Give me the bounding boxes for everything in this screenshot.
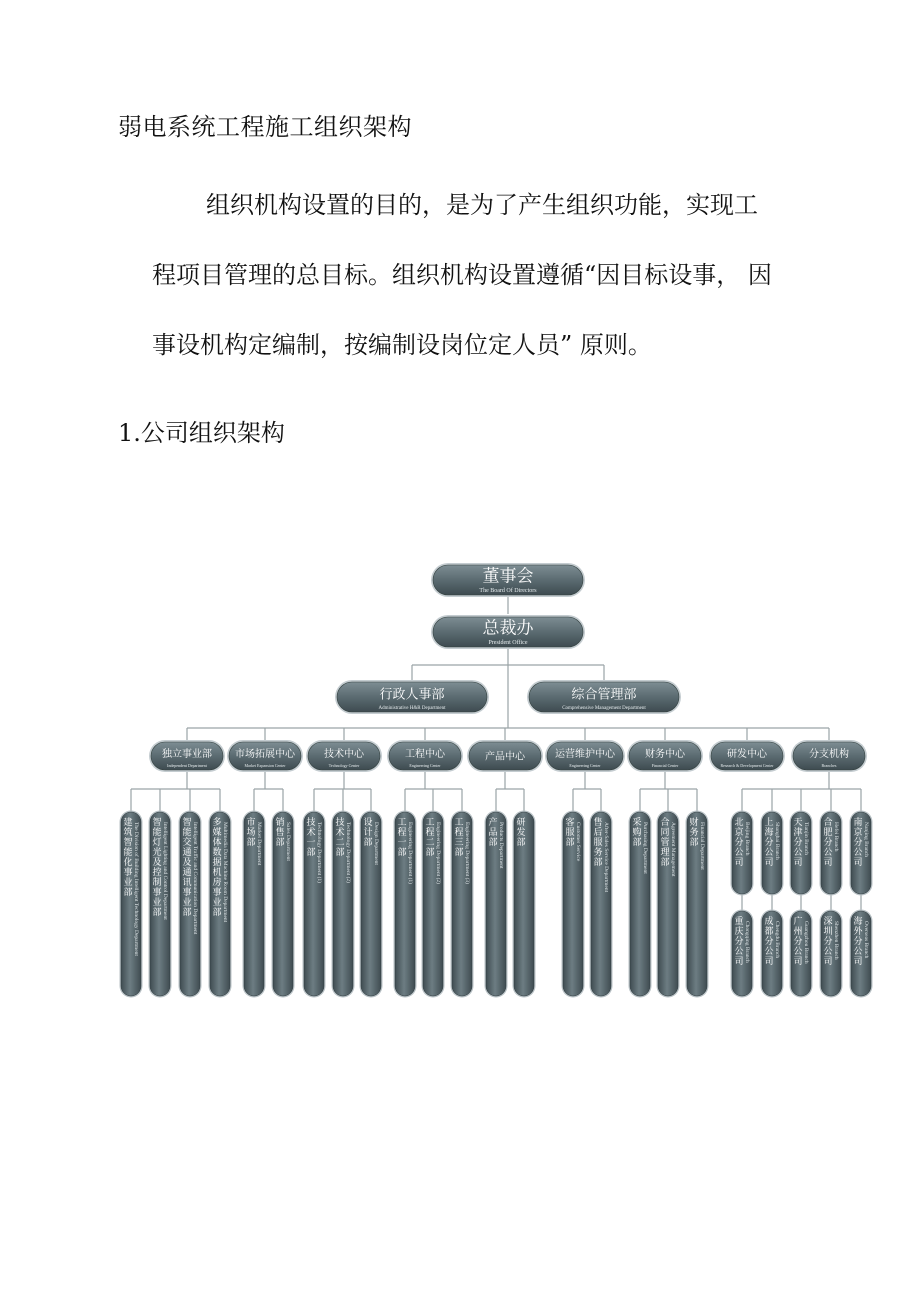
node-branch-bottom-4-sublabel: Overseas Branch: [863, 921, 869, 959]
node-branch-bottom-4-char: 司: [853, 957, 863, 967]
node-branch-top-3-char: 公: [823, 848, 833, 858]
org-nodes: [120, 563, 873, 998]
node-dept-0-2-char: 及: [182, 858, 192, 868]
node-dept-0-1-char: 光: [152, 848, 162, 858]
node-board-label: 董事会: [482, 566, 534, 587]
node-center-5-sublabel: Engineering Center: [569, 763, 601, 768]
node-dept-1-1-sublabel: Sales Department: [285, 822, 291, 861]
node-dept-4-1: [513, 811, 536, 998]
node-branch-bottom-1-char: 成: [764, 917, 774, 927]
node-dept-2-0-sublabel: Technology Department (1): [316, 822, 322, 884]
node-dept-6-0-sublabel: Purchasing Department: [642, 822, 648, 874]
node-dept-0-1-char: 部: [152, 908, 162, 918]
node-branch-top-3-char: 合: [823, 818, 833, 828]
node-dept-0-0-char: 化: [123, 858, 133, 868]
section-title: 1.公司组织架构: [118, 419, 285, 447]
node-dept-0-3-char: 业: [212, 898, 222, 908]
node-dept-3-0-char: 部: [397, 848, 407, 858]
node-branch-top-1-char: 分: [764, 838, 774, 848]
node-branch-bottom-0-char: 庆: [734, 927, 744, 937]
node-center-1-label: 市场拓展中心: [235, 749, 295, 760]
node-branch-bottom-3-char: 分: [823, 937, 833, 947]
node-dept-0-2: [179, 811, 202, 998]
node-dept-0-0-char: 建: [123, 818, 133, 828]
node-dept-3-2: [451, 811, 474, 998]
node-dept-1-0-char: 部: [246, 838, 256, 848]
node-center-2-sublabel: Technology Center: [328, 763, 360, 768]
node-dept-3-2-char: 三: [454, 838, 464, 848]
node-branch-bottom-1-sublabel: Chengdu Branch: [774, 921, 780, 959]
node-branch-top-3-sublabel: Hefei Branch: [833, 822, 839, 852]
node-center-1-sublabel: Market Expansion Center: [244, 763, 286, 768]
node-dept-2-1-char: 术: [335, 828, 345, 838]
node-dept-3-1: [422, 811, 445, 998]
node-dept-2-0-char: 技: [306, 818, 316, 828]
node-dept-4-0-char: 品: [488, 828, 498, 838]
node-branch-bottom-4-char: 海: [853, 917, 863, 927]
node-branch-top-2-char: 司: [793, 858, 803, 868]
node-branch-bottom-4-char: 分: [853, 937, 863, 947]
node-dept-4-0-char: 部: [488, 838, 498, 848]
node-dept-5-1-sublabel: After-Sales Service Department: [603, 822, 609, 893]
node-dept-5-1-char: 售: [593, 818, 603, 828]
node-branch-bottom-1-char: 分: [764, 937, 774, 947]
node-branch-top-1: [761, 811, 784, 896]
node-president-office-sublabel: President Office: [488, 640, 528, 646]
node-dept-4-1-char: 研: [516, 818, 526, 828]
node-center-0-sublabel: Independent Department: [167, 763, 207, 768]
node-dept-3-0: [394, 811, 417, 998]
node-dept-2-1-char: 二: [335, 838, 345, 848]
node-dept-0-3-char: 机: [212, 868, 222, 878]
node-level2-0-sublabel: Administrative H&R Department: [378, 706, 446, 711]
node-branch-bottom-3-char: 公: [823, 947, 833, 957]
node-branch-bottom-0: [731, 910, 754, 998]
node-dept-0-3-char: 房: [212, 878, 222, 888]
node-dept-0-1-char: 控: [152, 868, 162, 878]
node-branch-top-1-char: 司: [764, 858, 774, 868]
node-dept-3-2-char: 部: [454, 848, 464, 858]
node-dept-0-2-sublabel: Intelligent Traffic and Communication Department: [192, 822, 198, 935]
node-dept-0-0-char: 业: [123, 878, 133, 888]
node-dept-4-0-sublabel: Products Department: [498, 822, 504, 869]
node-dept-5-0-char: 服: [565, 828, 575, 838]
node-center-7-label: 研发中心: [727, 749, 767, 760]
node-dept-0-3-char: 数: [212, 848, 222, 858]
node-dept-6-2-char: 务: [689, 828, 699, 838]
node-dept-2-2-sublabel: Design Department: [373, 822, 379, 865]
node-branch-bottom-0-char: 司: [734, 957, 744, 967]
node-dept-3-2-char: 工: [454, 818, 464, 828]
node-center-8: [791, 740, 867, 772]
node-branch-top-2-char: 天: [793, 818, 803, 828]
node-branch-top-4-char: 南: [853, 818, 863, 828]
node-dept-5-1-char: 后: [593, 828, 603, 838]
node-dept-0-3-char: 体: [212, 838, 222, 848]
node-center-1: [227, 740, 303, 772]
node-dept-1-1-char: 销: [275, 818, 285, 828]
node-dept-1-1-char: 售: [275, 828, 285, 838]
node-branch-bottom-1-char: 公: [764, 947, 774, 957]
node-dept-6-1: [657, 811, 680, 998]
node-branch-top-2-char: 分: [793, 838, 803, 848]
node-branch-bottom-0-char: 重: [734, 917, 744, 927]
node-level2-0: [335, 680, 489, 714]
node-branch-bottom-1-char: 都: [764, 927, 774, 937]
node-center-8-label: 分支机构: [809, 749, 849, 760]
node-dept-3-2-char: 程: [454, 828, 464, 838]
node-branch-bottom-2: [790, 910, 813, 998]
node-branch-top-2-char: 津: [793, 828, 803, 838]
node-branch-top-1-sublabel: Shanghai Branch: [774, 822, 780, 860]
node-dept-6-2: [686, 811, 709, 998]
node-dept-3-1-char: 工: [425, 818, 435, 828]
node-dept-3-0-char: 一: [397, 838, 407, 848]
node-branch-bottom-4: [850, 910, 873, 998]
node-branch-top-4-sublabel: Nanjing Branch: [863, 822, 869, 857]
node-dept-3-2-sublabel: Engineering Department (3): [464, 822, 470, 885]
node-branch-top-0-char: 司: [734, 858, 744, 868]
paragraph-line: 程项目管理的总目标。组织机构设置遵循“因目标设事， 因: [152, 261, 772, 289]
node-dept-3-0-char: 程: [397, 828, 407, 838]
node-branch-top-2-sublabel: Tianjin Branch: [803, 822, 809, 855]
node-dept-1-0-char: 场: [246, 828, 256, 838]
node-dept-0-3-char: 多: [212, 818, 222, 828]
node-dept-0-3-char: 部: [212, 908, 222, 918]
node-dept-1-0: [243, 811, 266, 998]
node-dept-0-1-char: 智: [152, 818, 162, 828]
node-dept-3-1-char: 部: [425, 848, 435, 858]
node-dept-4-1-char: 发: [516, 828, 526, 838]
node-dept-3-0-sublabel: Engineering Department (1): [407, 822, 413, 885]
node-branch-bottom-3-sublabel: Shenzhen Branch: [833, 921, 839, 960]
node-dept-2-1: [332, 811, 355, 998]
node-dept-0-3-sublabel: Multimedia Data Machine Room Department: [222, 822, 228, 923]
node-dept-6-0-char: 部: [632, 838, 642, 848]
node-dept-0-2-char: 部: [182, 908, 192, 918]
node-dept-5-0-char: 客: [565, 818, 575, 828]
node-branch-top-2: [790, 811, 813, 896]
node-board: [431, 563, 585, 597]
node-branch-top-3-char: 肥: [823, 828, 833, 838]
node-dept-0-3-char: 媒: [212, 828, 222, 838]
node-dept-6-1-char: 同: [660, 828, 670, 838]
node-branch-top-4: [850, 811, 873, 896]
node-branch-top-4-char: 公: [853, 848, 863, 858]
node-dept-0-3-char: 事: [212, 888, 222, 898]
node-dept-6-0-char: 采: [632, 818, 642, 828]
node-dept-6-2-char: 财: [689, 818, 699, 828]
node-branch-bottom-2-char: 公: [793, 947, 803, 957]
node-president-office: [431, 615, 585, 649]
node-dept-0-1-char: 能: [152, 828, 162, 838]
node-dept-2-0-char: 术: [306, 828, 316, 838]
node-dept-0-2-char: 交: [182, 838, 192, 848]
node-branch-bottom-3: [820, 910, 843, 998]
node-branch-top-0-char: 北: [734, 818, 744, 828]
node-level2-0-label: 行政人事部: [379, 687, 445, 703]
node-branch-top-3: [820, 811, 843, 896]
node-dept-0-2-char: 通: [182, 868, 192, 878]
node-branch-bottom-0-char: 分: [734, 937, 744, 947]
node-branch-top-1-char: 海: [764, 828, 774, 838]
node-branch-bottom-2-char: 司: [793, 957, 803, 967]
node-dept-5-1: [590, 811, 613, 998]
node-dept-3-1-char: 二: [425, 838, 435, 848]
node-branch-bottom-3-char: 圳: [823, 927, 833, 937]
node-dept-1-0-sublabel: Market Department: [256, 822, 262, 866]
node-branch-top-1-char: 上: [764, 818, 774, 828]
node-dept-5-0-char: 部: [565, 838, 575, 848]
node-branch-bottom-0-sublabel: Chongqing Branch: [744, 921, 750, 963]
node-dept-0-2-char: 能: [182, 828, 192, 838]
node-dept-6-1-char: 部: [660, 858, 670, 868]
node-branch-bottom-2-sublabel: Guangzhou Branch: [803, 921, 809, 964]
node-center-6-sublabel: Financial Center: [651, 763, 679, 768]
node-dept-6-1-char: 管: [660, 838, 670, 848]
node-dept-0-1-sublabel: Intelligent Lighting and Control Department: [162, 822, 168, 920]
node-dept-0-1-char: 灯: [152, 838, 162, 848]
node-branch-bottom-2-char: 分: [793, 937, 803, 947]
node-dept-6-1-char: 合: [660, 818, 670, 828]
node-branch-top-0-char: 分: [734, 838, 744, 848]
node-dept-1-0-char: 市: [246, 818, 256, 828]
node-center-0: [149, 740, 225, 772]
node-dept-5-0-sublabel: Customer Service: [575, 822, 581, 862]
node-branch-top-4-char: 司: [853, 858, 863, 868]
node-center-5: [545, 740, 625, 772]
node-dept-0-1-char: 制: [152, 878, 162, 888]
node-dept-6-0-char: 购: [632, 828, 642, 838]
node-center-3-label: 工程中心: [405, 749, 445, 760]
node-dept-0-0-char: 智: [123, 838, 133, 848]
node-level2-1-sublabel: Comprehensive Management Department: [562, 706, 646, 711]
node-dept-3-0-char: 工: [397, 818, 407, 828]
node-dept-2-1-char: 部: [335, 848, 345, 858]
node-board-sublabel: The Board Of Directors: [479, 588, 537, 594]
node-dept-0-3-char: 据: [212, 858, 222, 868]
paragraph-line: 组织机构设置的目的，是为了产生组织功能，实现工: [206, 191, 758, 219]
node-branch-top-4-char: 京: [853, 828, 863, 838]
node-branch-top-1-char: 公: [764, 848, 774, 858]
node-dept-0-1-char: 及: [152, 858, 162, 868]
node-center-0-label: 独立事业部: [162, 749, 212, 760]
node-branch-top-3-char: 分: [823, 838, 833, 848]
node-dept-1-1: [272, 811, 295, 998]
node-level2-1: [527, 680, 681, 714]
node-branch-top-0-sublabel: Beijing Branch: [744, 822, 750, 856]
node-center-6: [627, 740, 703, 772]
node-level2-1-label: 综合管理部: [571, 687, 637, 703]
node-dept-5-1-char: 服: [593, 838, 603, 848]
node-dept-1-1-char: 部: [275, 838, 285, 848]
node-dept-2-2-char: 计: [363, 828, 373, 838]
node-dept-5-0: [562, 811, 585, 998]
node-branch-bottom-3-char: 深: [823, 917, 833, 927]
node-dept-0-3: [209, 811, 232, 998]
node-dept-0-0-char: 筑: [123, 828, 133, 838]
paragraph-line: 事设机构定编制，按编制设岗位定人员” 原则。: [152, 331, 652, 359]
node-dept-2-1-sublabel: Technology Department (2): [345, 822, 351, 884]
node-dept-2-2-char: 设: [363, 818, 373, 828]
node-dept-0-2-char: 业: [182, 898, 192, 908]
node-dept-6-2-sublabel: Financial Department: [699, 822, 705, 870]
node-dept-0-2-char: 讯: [182, 878, 192, 888]
node-dept-2-2: [360, 811, 383, 998]
node-dept-6-1-sublabel: Agreement Management: [670, 822, 676, 877]
node-dept-0-2-char: 通: [182, 848, 192, 858]
node-dept-6-0: [629, 811, 652, 998]
node-branch-top-0: [731, 811, 754, 896]
node-branch-bottom-3-char: 司: [823, 957, 833, 967]
node-dept-0-0: [120, 811, 143, 998]
node-branch-top-2-char: 公: [793, 848, 803, 858]
node-center-7-sublabel: Research & Development Center: [720, 763, 774, 768]
node-dept-5-1-char: 部: [593, 858, 603, 868]
node-dept-6-2-char: 部: [689, 838, 699, 848]
node-dept-2-0-char: 一: [306, 838, 316, 848]
node-center-7: [709, 740, 785, 772]
node-branch-bottom-0-char: 公: [734, 947, 744, 957]
node-branch-top-0-char: 京: [734, 828, 744, 838]
node-center-5-label: 运营维护中心: [555, 749, 615, 760]
node-center-2-label: 技术中心: [324, 749, 364, 760]
node-dept-4-0: [485, 811, 508, 998]
node-dept-4-1-char: 部: [516, 838, 526, 848]
node-center-3: [387, 740, 463, 772]
node-dept-2-2-char: 部: [363, 838, 373, 848]
node-dept-2-0: [303, 811, 326, 998]
node-branch-bottom-4-char: 公: [853, 947, 863, 957]
node-branch-bottom-2-char: 广: [793, 917, 803, 927]
node-center-6-label: 财务中心: [645, 749, 685, 760]
node-branch-bottom-4-char: 外: [853, 927, 863, 937]
node-center-2: [306, 740, 382, 772]
node-dept-0-1-char: 业: [152, 898, 162, 908]
node-dept-0-1-char: 事: [152, 888, 162, 898]
node-dept-2-0-char: 部: [306, 848, 316, 858]
node-president-office-label: 总裁办: [482, 618, 534, 639]
node-dept-4-0-char: 产: [488, 818, 498, 828]
node-dept-3-1-sublabel: Engineering Department (2): [435, 822, 441, 885]
node-branch-top-3-char: 司: [823, 858, 833, 868]
node-center-8-sublabel: Branches: [821, 763, 837, 768]
node-dept-0-0-char: 部: [123, 888, 133, 898]
node-dept-0-0-char: 能: [123, 848, 133, 858]
node-dept-0-1: [149, 811, 172, 998]
node-branch-top-4-char: 分: [853, 838, 863, 848]
node-dept-5-1-char: 务: [593, 848, 603, 858]
node-branch-bottom-1: [761, 910, 784, 998]
node-dept-0-2-char: 事: [182, 888, 192, 898]
node-dept-2-1-char: 技: [335, 818, 345, 828]
node-branch-top-0-char: 公: [734, 848, 744, 858]
node-dept-3-1-char: 程: [425, 828, 435, 838]
node-dept-0-0-sublabel: The Division of Building Intelligent Technology Department: [133, 822, 139, 956]
node-dept-6-1-char: 理: [660, 848, 670, 858]
node-branch-bottom-1-char: 司: [764, 957, 774, 967]
document-title: 弱电系统工程施工组织架构: [118, 113, 412, 141]
node-center-4: [467, 740, 543, 772]
node-dept-0-0-char: 事: [123, 868, 133, 878]
node-dept-0-2-char: 智: [182, 818, 192, 828]
node-branch-bottom-2-char: 州: [793, 927, 803, 937]
node-center-4-label: 产品中心: [485, 751, 525, 763]
node-center-3-sublabel: Engineering Center: [409, 763, 441, 768]
